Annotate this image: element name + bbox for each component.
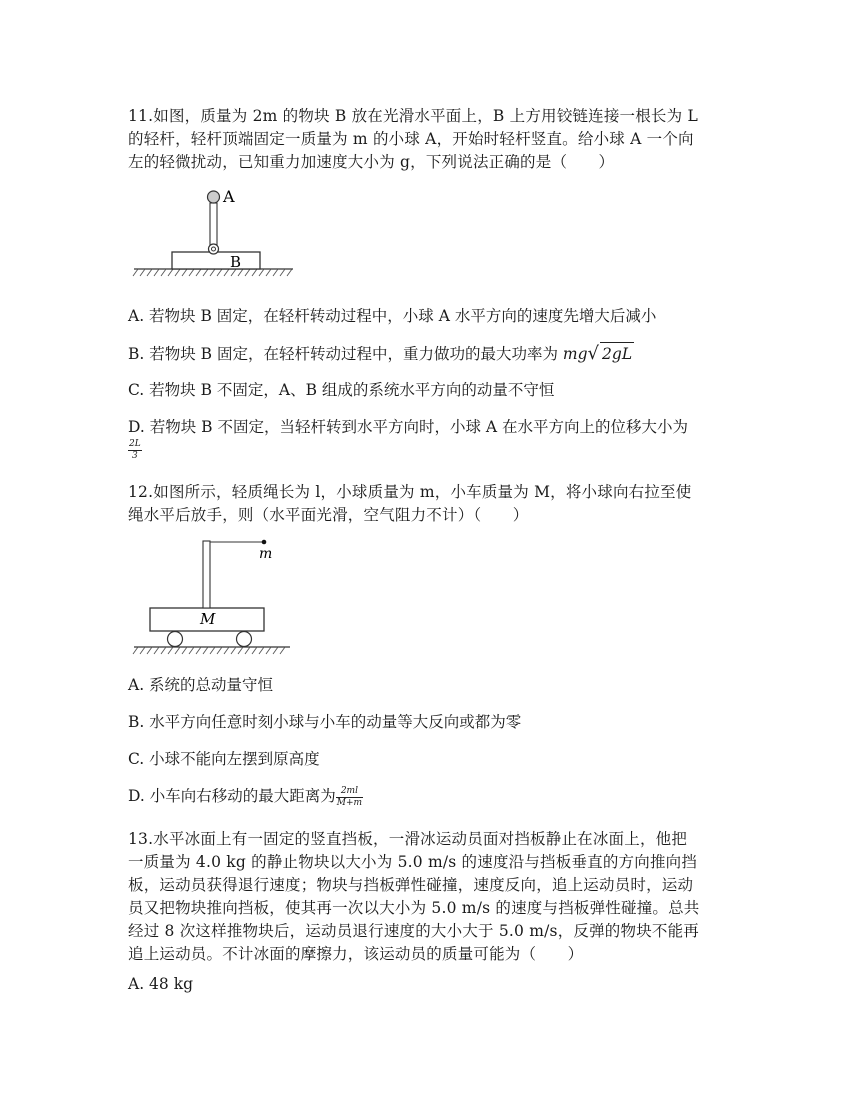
q11-figure [130, 186, 300, 286]
q13-option-a[interactable]: A. 48 kg [128, 975, 194, 993]
q11-option-d[interactable]: D. 若物块 B 不固定，当轻杆转到水平方向时，小球 A 在水平方向上的位移大小为 [128, 418, 689, 436]
q13-stem-line-1: 13.水平冰面上有一固定的竖直挡板，一滑冰运动员面对挡板静止在冰面上，他把 [128, 830, 688, 848]
q12-stem-line-1: 12.如图所示，轻质绳长为 l，小球质量为 m，小车质量为 M，将小球向右拉至使 [128, 483, 692, 501]
light-rod [210, 203, 217, 249]
q13-stem-line-2: 一质量为 4.0 kg 的静止物块以大小为 5.0 m/s 的速度沿与挡板垂直的方向推向挡 [128, 853, 698, 871]
q12-stem-line-2: 绳水平后放手，则（水平面光滑，空气阻力不计）（ ） [128, 506, 529, 524]
q11-option-b-text: B. 若物块 B 固定，在轻杆转动过程中，重力做功的最大功率为 [128, 345, 563, 363]
block-b [172, 252, 260, 269]
q13-stem-line-5: 经过 8 次这样推物块后，运动员退行速度的大小大于 5.0 m/s，反弹的物块不能再 [128, 922, 699, 940]
q11-option-b-mg: mg [562, 345, 588, 363]
q11-option-b-sqrt: 2gL [600, 342, 634, 366]
ball-m [262, 540, 267, 545]
q11-option-b[interactable] [128, 342, 748, 366]
q12-option-d-fraction [336, 786, 363, 809]
fraction-denominator: M+m [336, 797, 363, 808]
ball-a [208, 191, 220, 203]
q11-stem-line-1: 11.如图，质量为 2m 的物块 B 放在光滑水平面上，B 上方用铰链连接一根长为 L [128, 107, 698, 125]
q11-stem-line-3: 左的轻微扰动，已知重力加速度大小为 g，下列说法正确的是（ ） [128, 153, 615, 171]
label-a: A [223, 187, 235, 206]
label-cart-m: M [200, 610, 216, 628]
cart-post [203, 541, 210, 608]
q13-stem-line-3: 板，运动员获得退行速度；物块与挡板弹性碰撞，速度反向，追上运动员时，运动 [128, 876, 694, 894]
fraction-numerator: 2ml [336, 786, 363, 798]
q11-option-a[interactable]: A. 若物块 B 固定，在轻杆转动过程中，小球 A 水平方向的速度先增大后减小 [128, 307, 657, 325]
fraction-numerator: 2L [129, 439, 141, 449]
q12-option-d[interactable] [128, 785, 748, 809]
sqrt-symbol: √ [587, 343, 600, 364]
q12-figure [130, 538, 300, 663]
q12-option-b[interactable]: B. 水平方向任意时刻小球与小车的动量等大反向或都为零 [128, 713, 522, 731]
label-m: m [259, 546, 273, 562]
q12-option-c[interactable]: C. 小球不能向左摆到原高度 [128, 750, 320, 768]
cart-wheel-left [168, 632, 183, 647]
fraction-denominator: 3 [131, 451, 138, 461]
cart-wheel-right [237, 632, 252, 647]
q12-option-d-text: D. 小车向右移动的最大距离为 [128, 787, 336, 805]
q13-stem-line-6: 追上运动员。不计冰面的摩擦力，该运动员的质量可能为（ ） [128, 945, 584, 963]
q11-stem-line-2: 的轻杆，轻杆顶端固定一质量为 m 的小球 A，开始时轻杆竖直。给小球 A 一个向 [128, 130, 694, 148]
q13-stem-line-4: 员又把物块推向挡板，使其再一次以大小为 5.0 m/s 的速度与挡板弹性碰撞。总共 [128, 899, 700, 917]
q11-option-d-fraction [128, 439, 142, 462]
q12-option-a[interactable]: A. 系统的总动量守恒 [128, 676, 274, 694]
label-b: B [230, 253, 242, 271]
q11-option-c[interactable]: C. 若物块 B 不固定，A、B 组成的系统水平方向的动量不守恒 [128, 381, 555, 399]
